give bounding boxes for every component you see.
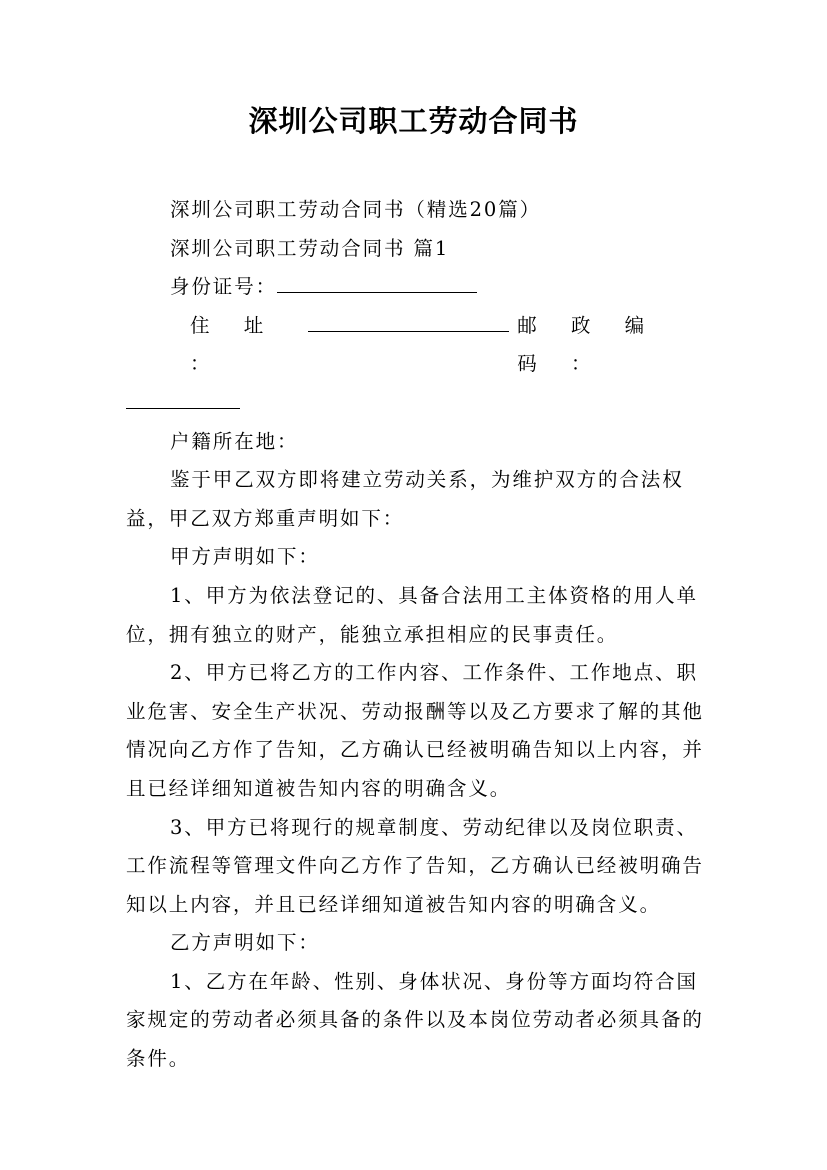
postcode-label: 邮 政 编 码 ：	[517, 313, 659, 376]
party-a-clause-1: 1、甲方为依法登记的、具备合法用工主体资格的用人单位，拥有独立的财产，能独立承担相应的民事责任。	[126, 583, 698, 646]
intro-paragraph: 鉴于甲乙双方即将建立劳动关系，为维护双方的合法权益，甲乙双方郑重声明如下：	[126, 468, 684, 530]
document-body	[126, 191, 711, 1079]
subtitle-line: 深圳公司职工劳动合同书（精选20篇）	[170, 198, 542, 221]
party-a-clause-3: 3、甲方已将现行的规章制度、劳动纪律以及岗位职责、工作流程等管理文件向乙方作了告知，乙方确认已经被明确告知以上内容，并且已经详细知道被告知内容的明确含义。	[126, 815, 704, 916]
party-b-clause-1: 1、乙方在年龄、性别、身体状况、身份等方面均符合国家规定的劳动者必须具备的条件以及本岗位劳动者必须具备的条件。	[126, 969, 704, 1071]
postcode-blank	[126, 386, 240, 409]
chapter-line: 深圳公司职工劳动合同书 篇1	[170, 236, 450, 260]
address-line	[126, 307, 711, 384]
id-number-blank	[277, 270, 477, 293]
document-title: 深圳公司职工劳动合同书	[248, 104, 579, 138]
id-number-label: 身份证号：	[170, 275, 278, 299]
party-b-heading: 乙方声明如下：	[170, 931, 320, 955]
id-number-line	[126, 268, 711, 307]
party-a-heading: 甲方声明如下：	[170, 545, 320, 569]
postcode-line	[126, 384, 711, 423]
party-a-clause-2: 2、甲方已将乙方的工作内容、工作条件、工作地点、职业危害、安全生产状况、劳动报酬等以及乙方要求了解的其他情况向乙方作了告知，乙方确认已经被明确告知以上内容，并且已经详细知道被告知内容的明确含义。	[126, 661, 704, 800]
address-blank	[308, 309, 509, 332]
address-label: 住 址 ：	[190, 313, 278, 376]
household-line: 户籍所在地：	[170, 429, 299, 453]
